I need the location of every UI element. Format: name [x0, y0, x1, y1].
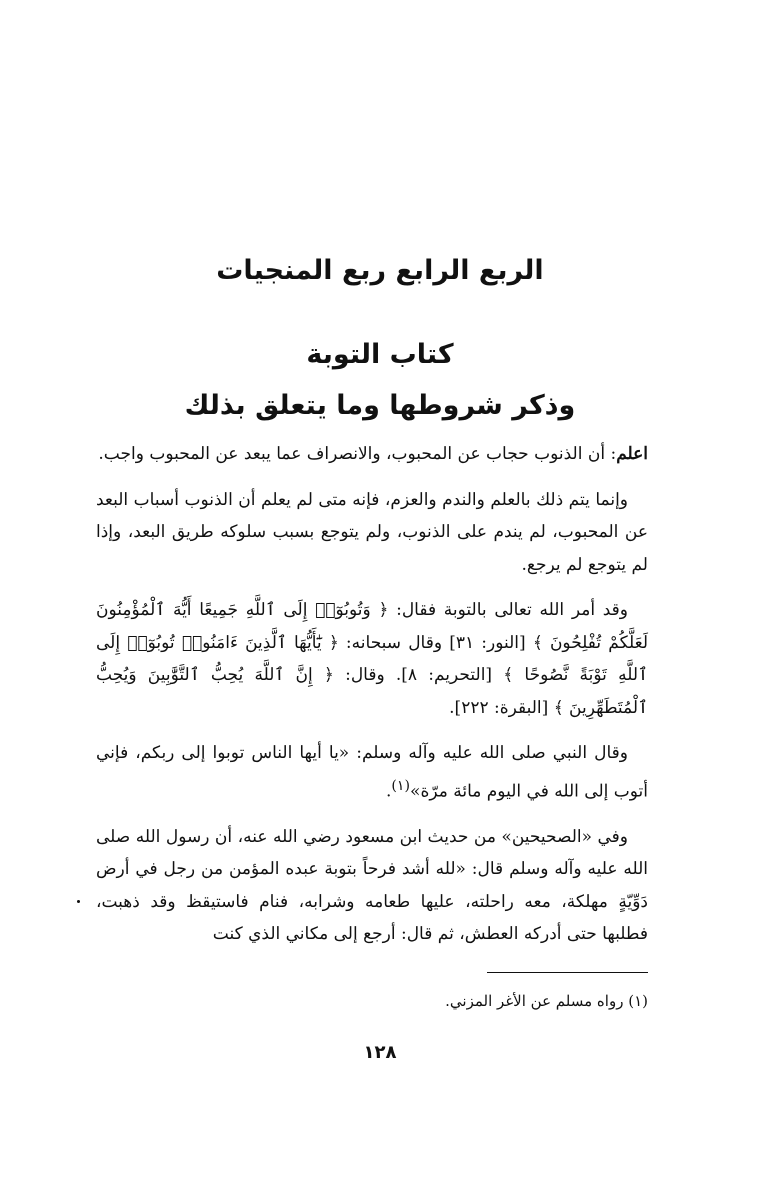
paragraph-4: [96, 737, 648, 808]
margin-dot: [77, 900, 80, 903]
book-title: كتاب التوبة: [306, 339, 454, 370]
lead-word: اعلم: [616, 444, 648, 464]
page-number: ١٢٨: [363, 1042, 397, 1063]
footnote: (١) رواه مسلم عن الأغر المزني.: [445, 992, 648, 1010]
paragraph-2: وإنما يتم ذلك بالعلم والندم والعزم، فإنه متى لم يعلم أن الذنوب أسباب البعد عن المحبوب، لم يندم على الذنوب، ولم يتوجع بسبب سلوكه طريق البعد، وإذا لم يتوجع لم يرجع.: [96, 489, 648, 575]
footnote-reference: (١): [391, 777, 411, 794]
part-title: الربع الرابع ربع المنجيات: [216, 255, 544, 286]
body-text: [96, 438, 648, 964]
paragraph-text: : أن الذنوب حجاب عن المحبوب، والانصراف عما يبعد عن المحبوب واجب.: [98, 444, 617, 464]
book-subtitle: وذكر شروطها وما يتعلق بذلك: [184, 390, 576, 421]
paragraph-3: وقد أمر الله تعالى بالتوبة فقال: ﴿ وَتُوبُوٓا۟ إِلَى ٱللَّهِ جَمِيعًا أَيُّهَ ٱلْمُؤْمِنُونَ لَعَلَّكُمْ تُفْلِحُونَ ﴾ [النور: ٣١] وقال سبحانه: ﴿ يَٰٓأَيُّهَا ٱلَّذِينَ ءَامَنُوا۟ تُوبُوٓا۟ إِلَى ٱللَّهِ تَوْبَةً نَّصُوحًا ﴾ [التحريم: ٨]. وقال: ﴿ إِنَّ ٱللَّهَ يُحِبُّ ٱلتَّوَّٰبِينَ وَيُحِبُّ ٱلْمُتَطَهِّرِينَ ﴾ [البقرة: ٢٢٢].: [96, 600, 649, 718]
paragraph-text: وقال النبي صلى الله عليه وآله وسلم: «يا أيها الناس توبوا إلى ربكم، فإني أتوب إلى الله في اليوم مائة مرّة»: [96, 743, 648, 802]
paragraph-1: [96, 438, 648, 471]
paragraph-5: وفي «الصحيحين» من حديث ابن مسعود رضي الله عنه، أن رسول الله صلى الله عليه وآله وسلم قال: «لله أشد فرحاً بتوبة عبده المؤمن من رجل في أرض دَوِّيّةٍ مهلكة، معه راحلته، عليها طعامه وشرابه، فنام فاستيقظ وقد ذهبت، فطلبها حتى أدركه العطش، ثم قال: أرجع إلى مكاني الذي كنت: [96, 826, 648, 945]
paragraph-tail: .: [385, 781, 392, 802]
footnote-divider: [487, 972, 648, 973]
